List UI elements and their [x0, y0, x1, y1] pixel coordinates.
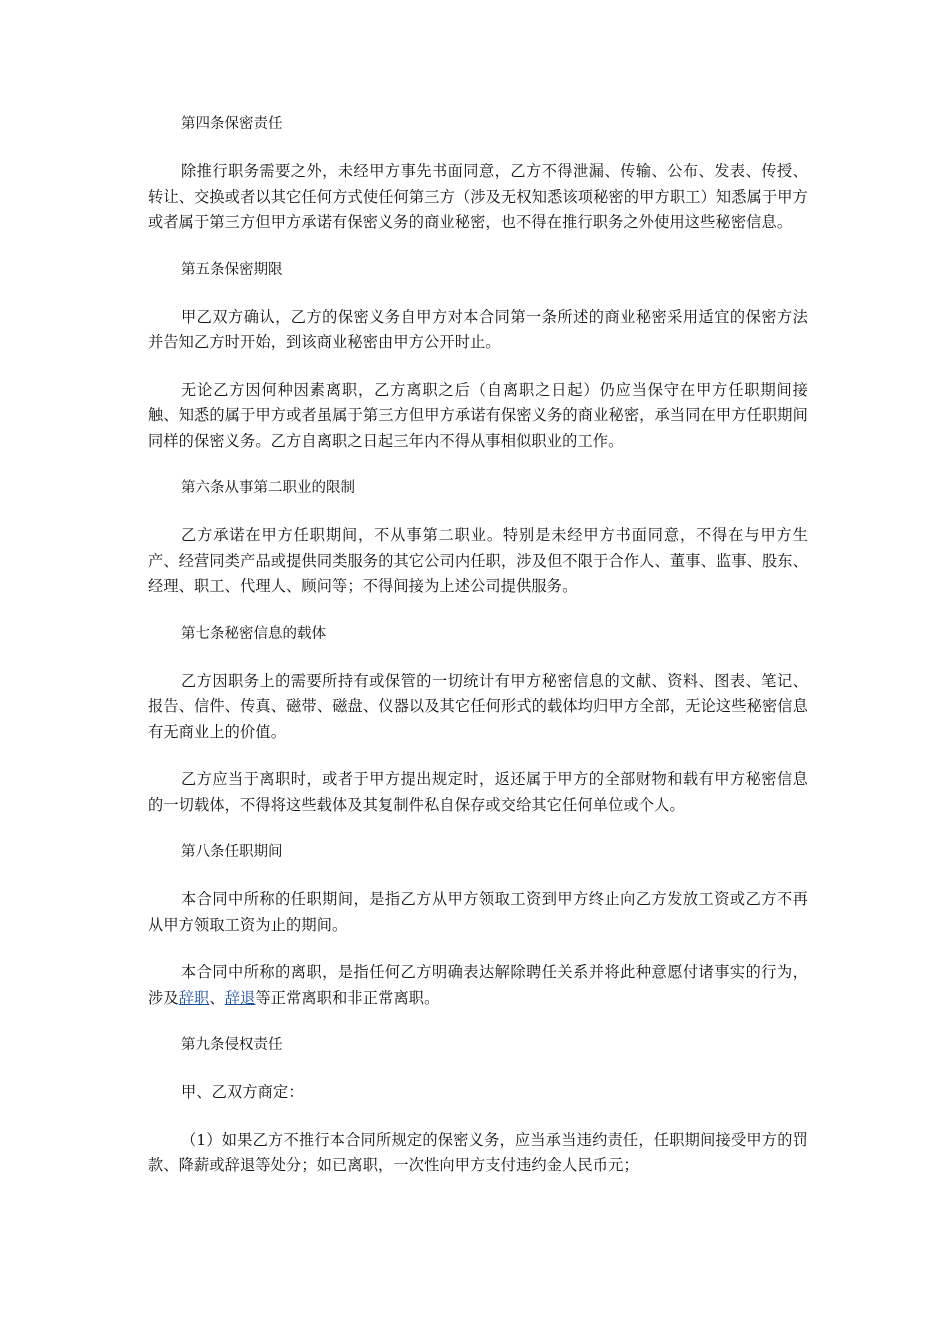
- section-8-paragraph-2: [148, 960, 808, 1011]
- section-6-heading: 第六条从事第二职业的限制: [181, 480, 355, 496]
- section-7-paragraph-2: 乙方应当于离职时，或者于甲方提出规定时，返还属于甲方的全部财物和载有甲方秘密信息的一切载体，不得将这些载体及其复制件私自保存或交给其它任何单位或个人。: [148, 770, 808, 814]
- resignation-link[interactable]: 辞职: [178, 988, 210, 1007]
- section-8-paragraph-2-text-after: 等正常离职和非正常离职。: [255, 988, 440, 1007]
- section-4-paragraph-1: 除推行职务需要之外，未经甲方事先书面同意，乙方不得泄漏、传输、公布、发表、传授、转让、交换或者以其它任何方式使任何第三方（涉及无权知悉该项秘密的甲方职工）知悉属于甲方或者属于第三方但甲方承诺有保密义务的商业秘密，也不得在推行职务之外使用这些秘密信息。: [148, 162, 808, 231]
- section-5-heading: 第五条保密期限: [181, 261, 283, 278]
- dismissal-link[interactable]: 辞退: [224, 988, 256, 1007]
- section-8-heading: 第八条任职期间: [181, 844, 283, 860]
- section-7-paragraph-1: 乙方因职务上的需要所持有或保管的一切统计有甲方秘密信息的文献、资料、图表、笔记、报告、信件、传真、磁带、磁盘、仪器以及其它任何形式的载体均归甲方全部，无论这些秘密信息有无商业上的价值。: [148, 671, 808, 741]
- section-4-heading: 第四条保密责任: [181, 116, 283, 132]
- section-9-heading: 第九条侵权责任: [181, 1037, 283, 1053]
- link-separator: 、: [209, 988, 225, 1007]
- document-page: [148, 112, 808, 1179]
- section-8-paragraph-1: 本合同中所称的任职期间，是指乙方从甲方领取工资到甲方终止向乙方发放工资或乙方不再从甲方领取工资为止的期间。: [148, 890, 808, 934]
- section-5-paragraph-2: 无论乙方因何种因素离职，乙方离职之后（自离职之日起）仍应当保守在甲方任职期间接触、知悉的属于甲方或者虽属于第三方但甲方承诺有保密义务的商业秘密，承当同在甲方任职期间同样的保密义务。乙方自离职之日起三年内不得从事相似职业的工作。: [148, 380, 808, 450]
- section-8-paragraph-2-text-before: 本合同中所称的离职，是指任何乙方明确表达解除聘任关系并将此种意愿付诸事实的行为，涉及: [148, 963, 808, 1007]
- section-9-paragraph-1: 甲、乙双方商定：: [181, 1083, 304, 1101]
- section-6-paragraph-1: 乙方承诺在甲方任职期间，不从事第二职业。特别是未经甲方书面同意，不得在与甲方生产、经营同类产品或提供同类服务的其它公司内任职，涉及但不限于合作人、董事、监事、股东、经理、职工、代理人、顾问等；不得间接为上述公司提供服务。: [148, 526, 808, 595]
- section-5-paragraph-1: 甲乙双方确认，乙方的保密义务自甲方对本合同第一条所述的商业秘密采用适宜的保密方法并告知乙方时开始，到该商业秘密由甲方公开时止。: [148, 307, 808, 351]
- section-9-paragraph-2: （1）如果乙方不推行本合同所规定的保密义务，应当承当违约责任，任职期间接受甲方的罚款、降薪或辞退等处分；如已离职，一次性向甲方支付违约金人民币元；: [148, 1130, 808, 1174]
- section-7-heading: 第七条秘密信息的载体: [181, 625, 326, 642]
